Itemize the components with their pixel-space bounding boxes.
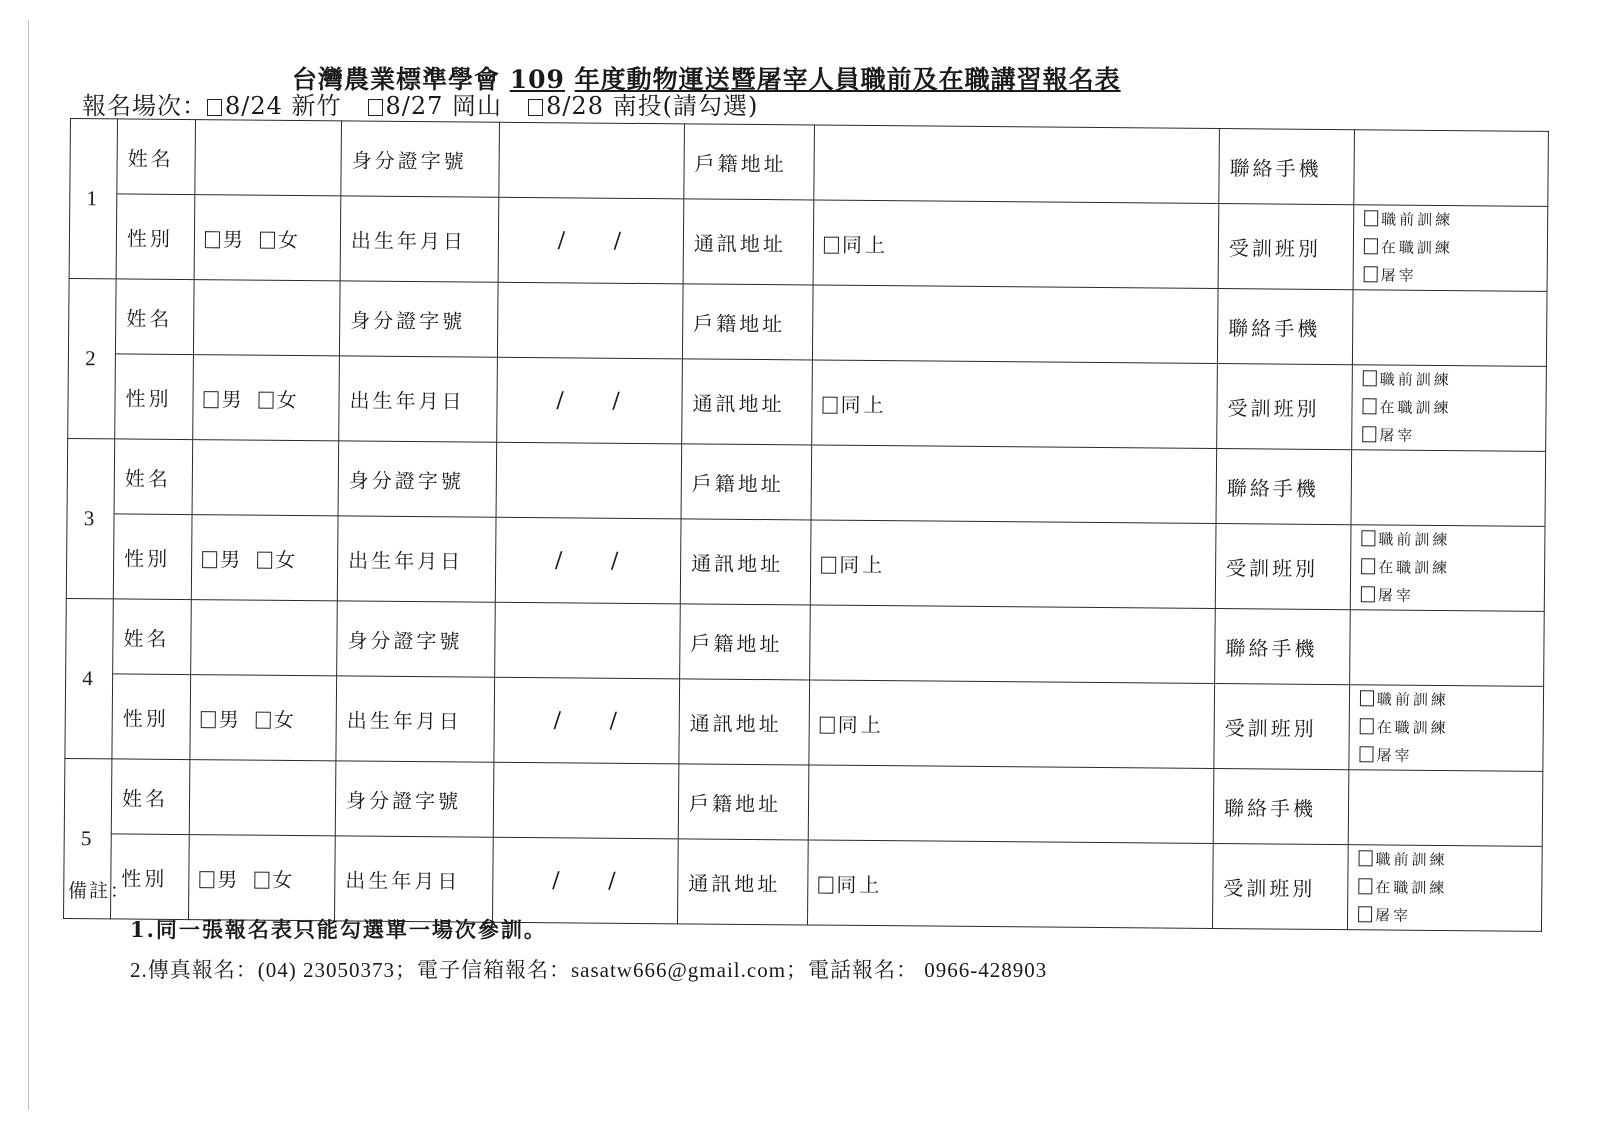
date-separator: /: [610, 548, 622, 574]
class-slaughter-label: 屠宰: [1376, 746, 1413, 765]
applicant-row-top: [70, 119, 1549, 207]
mobile-label: 聯絡手機: [1219, 129, 1355, 205]
gender-male-option[interactable]: [205, 227, 246, 251]
applicant-row-top: [64, 758, 1543, 846]
class-slaughter-option[interactable]: [1358, 901, 1531, 931]
mailing-address-label: 通訊地址: [683, 199, 814, 285]
session-option-label: 8/24 新竹: [225, 92, 342, 120]
gender-male-label: 男: [222, 226, 247, 252]
id-number-field[interactable]: [493, 762, 679, 839]
gender-options: [194, 195, 341, 281]
mailing-address-field[interactable]: [810, 520, 1216, 609]
gender-male-option[interactable]: [199, 867, 240, 891]
birth-date-field[interactable]: [497, 357, 683, 444]
class-pre-job-label: 職前訓練: [1375, 850, 1448, 870]
applicant-number: 5: [64, 758, 112, 918]
birth-date-label: 出生年月日: [337, 516, 496, 602]
training-class-label: 受訓班別: [1212, 844, 1348, 930]
class-on-job-option[interactable]: [1360, 713, 1533, 743]
name-field[interactable]: [193, 280, 340, 356]
date-separator: /: [554, 547, 566, 573]
applicant-number: 4: [65, 598, 113, 758]
same-as-above-label: 同上: [841, 232, 889, 257]
name-label: 姓名: [113, 599, 192, 675]
mailing-address-field[interactable]: [807, 840, 1213, 929]
class-on-job-option[interactable]: [1364, 233, 1537, 263]
gender-female-checkbox[interactable]: [257, 551, 272, 568]
session-checkbox[interactable]: [528, 99, 543, 116]
session-option-hsinchu[interactable]: [207, 92, 342, 120]
mobile-label: 聯絡手機: [1213, 769, 1349, 845]
name-field[interactable]: [191, 600, 338, 676]
same-as-above-label: 同上: [837, 712, 884, 737]
household-address-field[interactable]: [812, 285, 1218, 364]
class-pre-job-label: 職前訓練: [1379, 370, 1452, 390]
class-pre-job-checkbox[interactable]: [1360, 690, 1374, 706]
household-address-field[interactable]: [810, 605, 1216, 684]
training-class-label: 受訓班別: [1217, 364, 1353, 450]
title-rest: 年度動物運送暨屠宰人員職前及在職講習報名表: [574, 65, 1121, 94]
id-number-label: 身分證字號: [339, 281, 498, 357]
applicant-number: 1: [69, 119, 117, 279]
applicant-number: 3: [66, 438, 114, 598]
class-slaughter-label: 屠宰: [1379, 426, 1416, 445]
mobile-field[interactable]: [1348, 770, 1543, 847]
gender-female-checkbox[interactable]: [254, 871, 269, 888]
same-as-above-label: 同上: [840, 392, 887, 417]
class-on-job-option[interactable]: [1358, 873, 1531, 903]
gender-male-label: 男: [220, 546, 244, 572]
birth-date-field[interactable]: [498, 197, 684, 284]
mobile-field[interactable]: [1354, 130, 1549, 207]
mobile-label: 聯絡手機: [1216, 449, 1352, 525]
class-on-job-label: 在職訓練: [1375, 878, 1448, 898]
class-on-job-checkbox[interactable]: [1362, 398, 1376, 414]
class-slaughter-option[interactable]: [1362, 421, 1535, 451]
applicant-row-bottom: [69, 194, 1548, 292]
household-address-field[interactable]: [811, 445, 1217, 524]
date-separator: /: [552, 867, 563, 893]
class-on-job-checkbox[interactable]: [1364, 238, 1378, 254]
name-label: 姓名: [115, 279, 194, 355]
birth-date-field[interactable]: [495, 517, 681, 604]
mailing-address-label: 通訊地址: [677, 839, 808, 925]
gender-options: [190, 675, 337, 761]
training-class-label: 受訓班別: [1214, 684, 1350, 770]
training-class-label: 受訓班別: [1218, 204, 1354, 290]
training-class-label: 受訓班別: [1215, 524, 1351, 610]
gender-female-label: 女: [272, 867, 296, 892]
training-class-options: [1352, 365, 1547, 452]
gender-options: [189, 835, 336, 921]
id-number-label: 身分證字號: [341, 121, 500, 197]
applicant-row-top: [67, 438, 1546, 526]
class-pre-job-option[interactable]: [1363, 365, 1536, 395]
gender-male-label: 男: [217, 866, 241, 892]
date-separator: /: [556, 387, 567, 413]
mailing-address-label: 通訊地址: [682, 359, 813, 445]
id-number-label: 身分證字號: [335, 761, 494, 837]
birth-date-label: 出生年月日: [339, 356, 498, 442]
gender-male-checkbox[interactable]: [205, 231, 220, 248]
session-option-label: 8/28 南投(請勾選): [546, 92, 759, 120]
gender-male-label: 男: [218, 706, 242, 732]
session-selector: [82, 86, 784, 121]
mailing-address-field[interactable]: [812, 360, 1218, 449]
applicant-number: 2: [68, 278, 116, 438]
id-number-field[interactable]: [499, 122, 685, 199]
class-slaughter-label: 屠宰: [1380, 266, 1417, 285]
class-on-job-checkbox[interactable]: [1358, 878, 1372, 894]
class-on-job-label: 在職訓練: [1376, 718, 1449, 738]
class-slaughter-option[interactable]: [1361, 581, 1534, 611]
gender-female-label: 女: [277, 227, 302, 252]
gender-label: 性別: [116, 194, 195, 280]
applicant-row-bottom: [66, 513, 1545, 611]
household-address-label: 戶籍地址: [680, 604, 811, 680]
birth-date-label: 出生年月日: [335, 836, 494, 922]
same-as-above-checkbox[interactable]: [820, 716, 835, 733]
class-on-job-label: 在職訓練: [1380, 238, 1454, 258]
notes-label: 備註：: [68, 880, 132, 902]
mailing-address-label: 通訊地址: [680, 519, 811, 605]
class-slaughter-option[interactable]: [1364, 261, 1537, 291]
household-address-field[interactable]: [814, 125, 1220, 204]
gender-label: 性別: [115, 354, 194, 440]
gender-female-label: 女: [273, 707, 297, 732]
applicant-row-bottom: [65, 673, 1544, 771]
class-pre-job-label: 職前訓練: [1376, 690, 1450, 710]
class-on-job-label: 在職訓練: [1379, 398, 1452, 418]
date-separator: /: [608, 868, 619, 894]
mailing-address-field[interactable]: [809, 680, 1215, 769]
id-number-field[interactable]: [495, 602, 681, 679]
applicant-row-top: [68, 278, 1547, 366]
mobile-field[interactable]: [1351, 450, 1546, 527]
gender-male-option[interactable]: [201, 707, 242, 731]
gender-male-checkbox[interactable]: [201, 711, 216, 728]
id-number-label: 身分證字號: [338, 441, 497, 517]
class-on-job-checkbox[interactable]: [1360, 718, 1374, 734]
class-pre-job-checkbox[interactable]: [1363, 370, 1377, 386]
gender-female-option[interactable]: [258, 387, 299, 411]
applicant-table-wrapper: [63, 118, 1550, 925]
gender-options: [193, 355, 340, 441]
id-number-field[interactable]: [497, 282, 683, 359]
birth-date-field[interactable]: [494, 677, 680, 764]
training-class-options: [1350, 525, 1545, 612]
birth-date-field[interactable]: [492, 837, 678, 924]
training-class-options: [1349, 685, 1544, 772]
same-as-above-checkbox[interactable]: [824, 236, 839, 253]
household-address-label: 戶籍地址: [678, 764, 809, 840]
session-option-label: 8/27 岡山: [385, 92, 503, 120]
birth-date-label: 出生年月日: [340, 196, 499, 282]
class-pre-job-checkbox[interactable]: [1359, 850, 1373, 866]
gender-label: 性別: [111, 834, 190, 920]
gender-female-option[interactable]: [257, 547, 298, 571]
mobile-field[interactable]: [1352, 290, 1547, 367]
gender-female-checkbox[interactable]: [258, 391, 273, 408]
date-separator: /: [557, 227, 569, 253]
birth-date-label: 出生年月日: [336, 676, 495, 762]
class-pre-job-label: 職前訓練: [1378, 530, 1451, 550]
class-on-job-checkbox[interactable]: [1361, 558, 1375, 574]
class-slaughter-label: 屠宰: [1375, 906, 1412, 925]
applicant-table: [63, 118, 1549, 932]
gender-male-checkbox[interactable]: [199, 871, 214, 888]
mailing-address-field[interactable]: [813, 200, 1219, 289]
id-number-field[interactable]: [496, 442, 682, 519]
gender-female-option[interactable]: [254, 867, 295, 891]
title-year: 109: [509, 65, 565, 94]
household-address-label: 戶籍地址: [684, 124, 815, 200]
note-item-2: 2.傳真報名：(04) 23050373；電子信箱報名：sasatw666@gmail.com；電話報名： 0966-428903: [130, 958, 1048, 982]
session-option-gangshan[interactable]: [368, 92, 503, 120]
date-separator: /: [609, 708, 621, 734]
same-as-above-checkbox[interactable]: [822, 396, 837, 413]
gender-male-option[interactable]: [203, 387, 244, 411]
name-label: 姓名: [111, 759, 190, 835]
class-pre-job-option[interactable]: [1360, 685, 1533, 715]
household-address-label: 戶籍地址: [682, 284, 813, 360]
gender-female-option[interactable]: [256, 707, 297, 731]
class-pre-job-option[interactable]: [1361, 525, 1534, 555]
class-pre-job-checkbox[interactable]: [1361, 530, 1375, 546]
name-field[interactable]: [195, 120, 342, 196]
name-field[interactable]: [192, 440, 339, 516]
class-on-job-option[interactable]: [1362, 393, 1535, 423]
name-label: 姓名: [114, 439, 193, 515]
gender-options: [191, 515, 338, 601]
class-slaughter-checkbox[interactable]: [1358, 906, 1372, 922]
name-field[interactable]: [189, 760, 336, 836]
class-slaughter-checkbox[interactable]: [1359, 746, 1373, 762]
name-label: 姓名: [117, 119, 196, 195]
class-pre-job-label: 職前訓練: [1381, 210, 1454, 230]
gender-female-label: 女: [275, 547, 299, 572]
date-separator: /: [612, 388, 623, 414]
gender-female-checkbox[interactable]: [260, 231, 275, 248]
same-as-above-checkbox[interactable]: [821, 556, 836, 573]
household-address-label: 戶籍地址: [681, 444, 812, 520]
same-as-above-checkbox[interactable]: [818, 876, 833, 893]
household-address-field[interactable]: [808, 765, 1214, 844]
training-class-options: [1347, 845, 1542, 932]
mailing-address-label: 通訊地址: [679, 679, 810, 765]
class-slaughter-checkbox[interactable]: [1362, 426, 1376, 442]
gender-male-checkbox[interactable]: [202, 551, 217, 568]
gender-label: 性別: [113, 514, 192, 600]
class-pre-job-option[interactable]: [1364, 205, 1537, 235]
gender-female-checkbox[interactable]: [256, 711, 271, 728]
session-option-nantou[interactable]: [528, 92, 758, 120]
gender-male-checkbox[interactable]: [203, 391, 218, 408]
gender-male-label: 男: [221, 386, 245, 412]
session-checkbox[interactable]: [207, 99, 222, 116]
training-class-options: [1353, 205, 1548, 292]
class-slaughter-checkbox[interactable]: [1364, 266, 1378, 282]
class-on-job-option[interactable]: [1361, 553, 1534, 583]
scan-edge-line: [28, 20, 29, 1110]
same-as-above-label: 同上: [839, 552, 886, 577]
gender-female-option[interactable]: [260, 227, 301, 251]
gender-female-label: 女: [276, 387, 300, 412]
class-pre-job-checkbox[interactable]: [1364, 210, 1378, 226]
mobile-label: 聯絡手機: [1215, 609, 1351, 685]
gender-label: 性別: [112, 674, 191, 760]
class-on-job-label: 在職訓練: [1378, 558, 1451, 578]
applicant-row-bottom: [68, 353, 1547, 451]
session-label: 報名場次：: [82, 92, 207, 120]
class-slaughter-label: 屠宰: [1377, 586, 1414, 605]
class-pre-job-option[interactable]: [1358, 845, 1531, 875]
mobile-label: 聯絡手機: [1217, 289, 1353, 365]
date-separator: /: [553, 707, 565, 733]
mobile-field[interactable]: [1350, 610, 1545, 687]
date-separator: /: [613, 228, 625, 254]
class-slaughter-option[interactable]: [1359, 741, 1532, 771]
title-org: 台灣農業標準學會: [292, 65, 501, 94]
note-item-1: 1.同一張報名表只能勾選單一場次參訓。: [130, 917, 547, 942]
applicant-row-top: [66, 598, 1545, 686]
id-number-label: 身分證字號: [337, 601, 496, 677]
same-as-above-label: 同上: [836, 872, 883, 897]
session-checkbox[interactable]: [368, 99, 383, 116]
class-slaughter-checkbox[interactable]: [1361, 586, 1375, 602]
gender-male-option[interactable]: [202, 547, 243, 571]
